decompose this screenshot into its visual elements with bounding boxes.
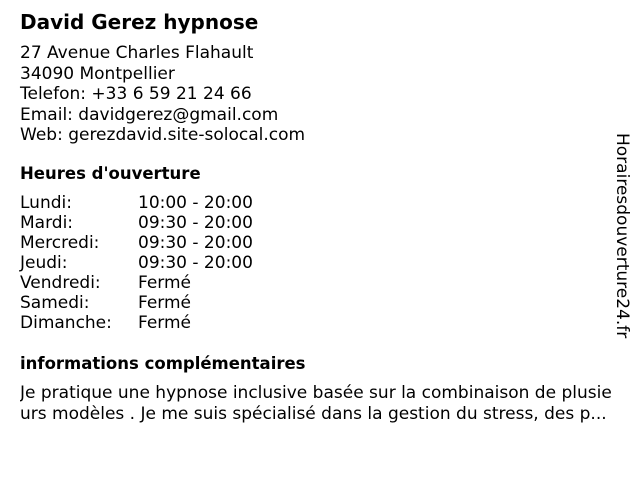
day-label: Jeudi:: [20, 253, 68, 273]
time-value: 09:30 - 20:00: [138, 253, 253, 273]
address-street: 27 Avenue Charles Flahault: [20, 43, 254, 63]
address-city: 34090 Montpellier: [20, 63, 175, 84]
time-value: 09:30 - 20:00: [138, 233, 253, 253]
email-line: Email: davidgerez@gmail.com: [20, 104, 279, 125]
time-value: 10:00 - 20:00: [138, 193, 253, 213]
time-value: Fermé: [138, 313, 192, 333]
info-line-2: urs modèles . Je me suis spécialisé dans la gestion du stress, des p...: [20, 404, 607, 424]
day-label: Mercredi:: [20, 233, 100, 253]
business-name: David Gerez hypnose: [20, 10, 259, 34]
web-line: Web: gerezdavid.site-solocal.com: [20, 125, 306, 145]
time-value: Fermé: [138, 273, 192, 293]
contact-block: [20, 43, 305, 146]
info-line-1: Je pratique une hypnose inclusive basée sur la combinaison de plusie: [20, 383, 612, 403]
site-watermark: Horairesdouverture24.fr: [612, 133, 632, 339]
day-label: Mardi:: [20, 213, 74, 233]
day-label: Vendredi:: [20, 273, 101, 293]
time-value: Fermé: [138, 293, 192, 313]
time-value: 09:30 - 20:00: [138, 213, 253, 233]
day-label: Dimanche:: [20, 313, 112, 333]
phone-line: Telefon: +33 6 59 21 24 66: [20, 84, 252, 104]
day-label: Lundi:: [20, 193, 72, 213]
additional-info-heading: informations complémentaires: [20, 354, 306, 373]
day-label: Samedi:: [20, 293, 90, 313]
additional-info-text: [20, 383, 628, 425]
opening-hours-heading: Heures d'ouverture: [20, 164, 201, 183]
